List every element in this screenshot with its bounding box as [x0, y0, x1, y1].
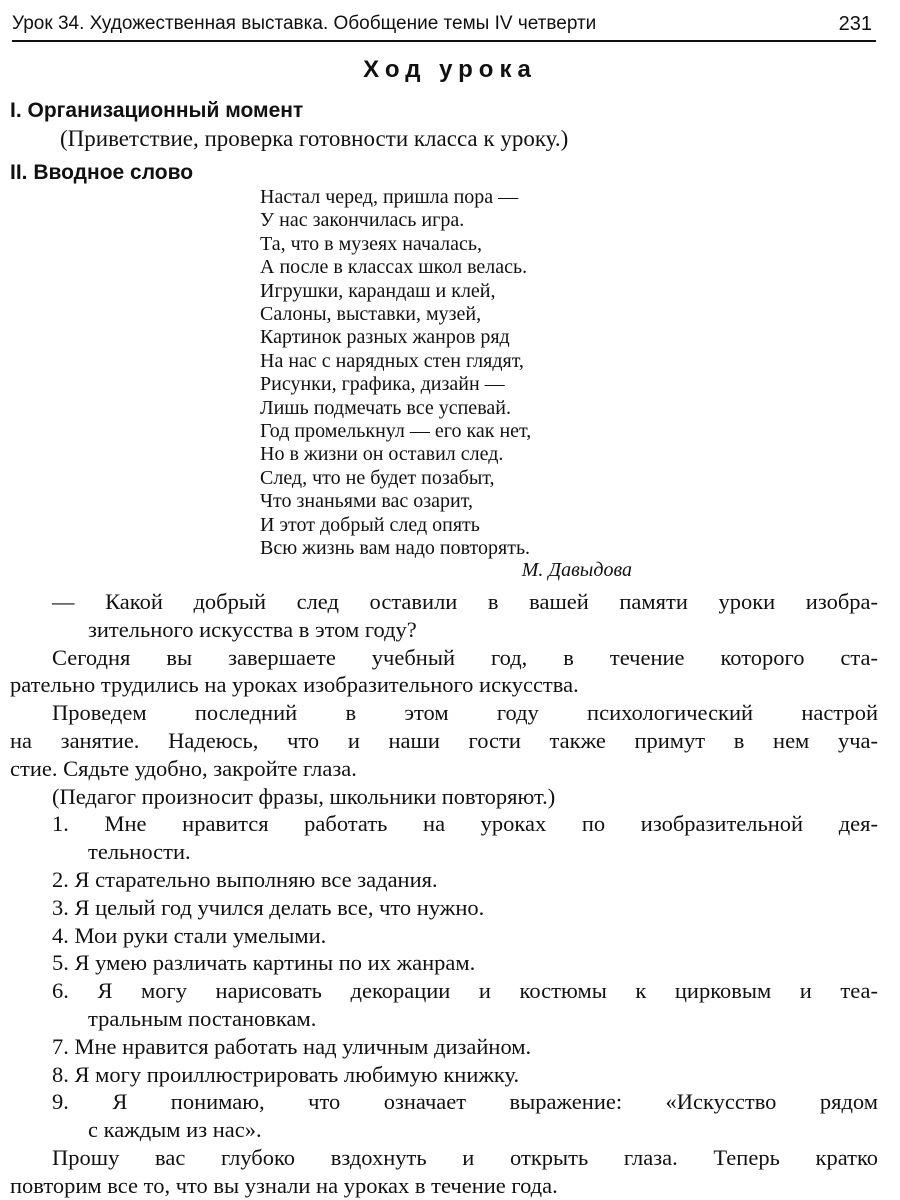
question-line: — Какой добрый след оставили в вашей памяти уроки изобра-: [52, 589, 878, 614]
organizational-note: (Приветствие, проверка готовности класса к уроку.): [60, 126, 569, 151]
closing-line: повторим все то, что вы узнали на уроках в течение года.: [10, 1172, 558, 1198]
poem-line: Всю жизнь вам надо повторять.: [260, 537, 531, 560]
list-item: 9. Я понимаю, что означает выражение: «Искусство рядом: [52, 1089, 878, 1115]
poem-line: След, что не будет позабыт,: [260, 466, 495, 489]
list-item: 3. Я целый год учился делать все, что нужно.: [52, 894, 485, 920]
running-header: [12, 10, 876, 42]
page-number: 231: [838, 13, 872, 35]
poem-line: Но в жизни он оставил след.: [260, 443, 504, 466]
poem-line: Лишь подмечать все успевай.: [260, 396, 511, 419]
list-item: 6. Я могу нарисовать декорации и костюмы к цирковым и теа-: [52, 978, 878, 1004]
poem-line: У нас закончилась игра.: [260, 209, 465, 232]
list-item: 5. Я умею различать картины по их жанрам.: [52, 950, 476, 976]
poem-line: На нас с нарядных стен глядят,: [260, 349, 524, 372]
poem-line: Та, что в музеях началась,: [260, 232, 482, 255]
poem-line: Салоны, выставки, музей,: [260, 303, 482, 326]
poem-line: А после в классах школ велась.: [260, 256, 528, 279]
poem: [260, 186, 531, 561]
poem-author: М. Давыдова: [521, 559, 632, 581]
list-item: 2. Я старательно выполняю все задания.: [52, 866, 438, 892]
list-item: 7. Мне нравится работать над уличным дизайном.: [52, 1033, 532, 1059]
section-heading-intro: II. Вводное слово: [10, 161, 194, 184]
teacher-note: (Педагог произносит фразы, школьники повторяют.): [52, 783, 556, 809]
paragraph-line: Проведем последний в этом году психологический настрой: [52, 700, 878, 726]
list-item: 8. Я могу проиллюстрировать любимую книжку.: [52, 1061, 520, 1087]
section-heading-organizational: I. Организационный момент: [10, 99, 304, 122]
poem-line: Игрушки, карандаш и клей,: [260, 279, 496, 302]
paragraph-line: стие. Сядьте удобно, закройте глаза.: [10, 755, 357, 781]
poem-line: Картинок разных жанров ряд: [260, 326, 510, 349]
lesson-body: [10, 588, 878, 1200]
running-title: Урок 34. Художественная выставка. Обобщение темы IV четверти: [12, 13, 597, 34]
poem-line: Что знаньями вас озарит,: [260, 490, 473, 513]
list-item-continuation: тральным постановкам.: [88, 1005, 317, 1031]
list-item-continuation: с каждым из нас».: [88, 1117, 262, 1143]
paragraph-line: Сегодня вы завершаете учебный год, в течение которого ста-: [52, 644, 878, 670]
closing-line: Прошу вас глубоко вздохнуть и открыть глаза. Теперь кратко: [52, 1144, 878, 1170]
poem-line: И этот добрый след опять: [260, 513, 480, 536]
poem-line: Год промелькнул — его как нет,: [260, 420, 532, 443]
question-line: зительного искусства в этом году?: [88, 616, 417, 642]
list-item: 4. Мои руки стали умелыми.: [52, 922, 327, 948]
paragraph-line: рательно трудились на уроках изобразительного искусства.: [10, 672, 579, 698]
paragraph-line: на занятие. Надеюсь, что и наши гости также примут в нем уча-: [10, 727, 878, 753]
lesson-title: Ход урока: [363, 56, 537, 83]
poem-line: Настал черед, пришла пора —: [260, 186, 519, 208]
poem-line: Рисунки, графика, дизайн —: [260, 373, 505, 396]
list-item: 1. Мне нравится работать на уроках по изобразительной дея-: [52, 811, 878, 837]
list-item-continuation: тельности.: [88, 839, 191, 865]
